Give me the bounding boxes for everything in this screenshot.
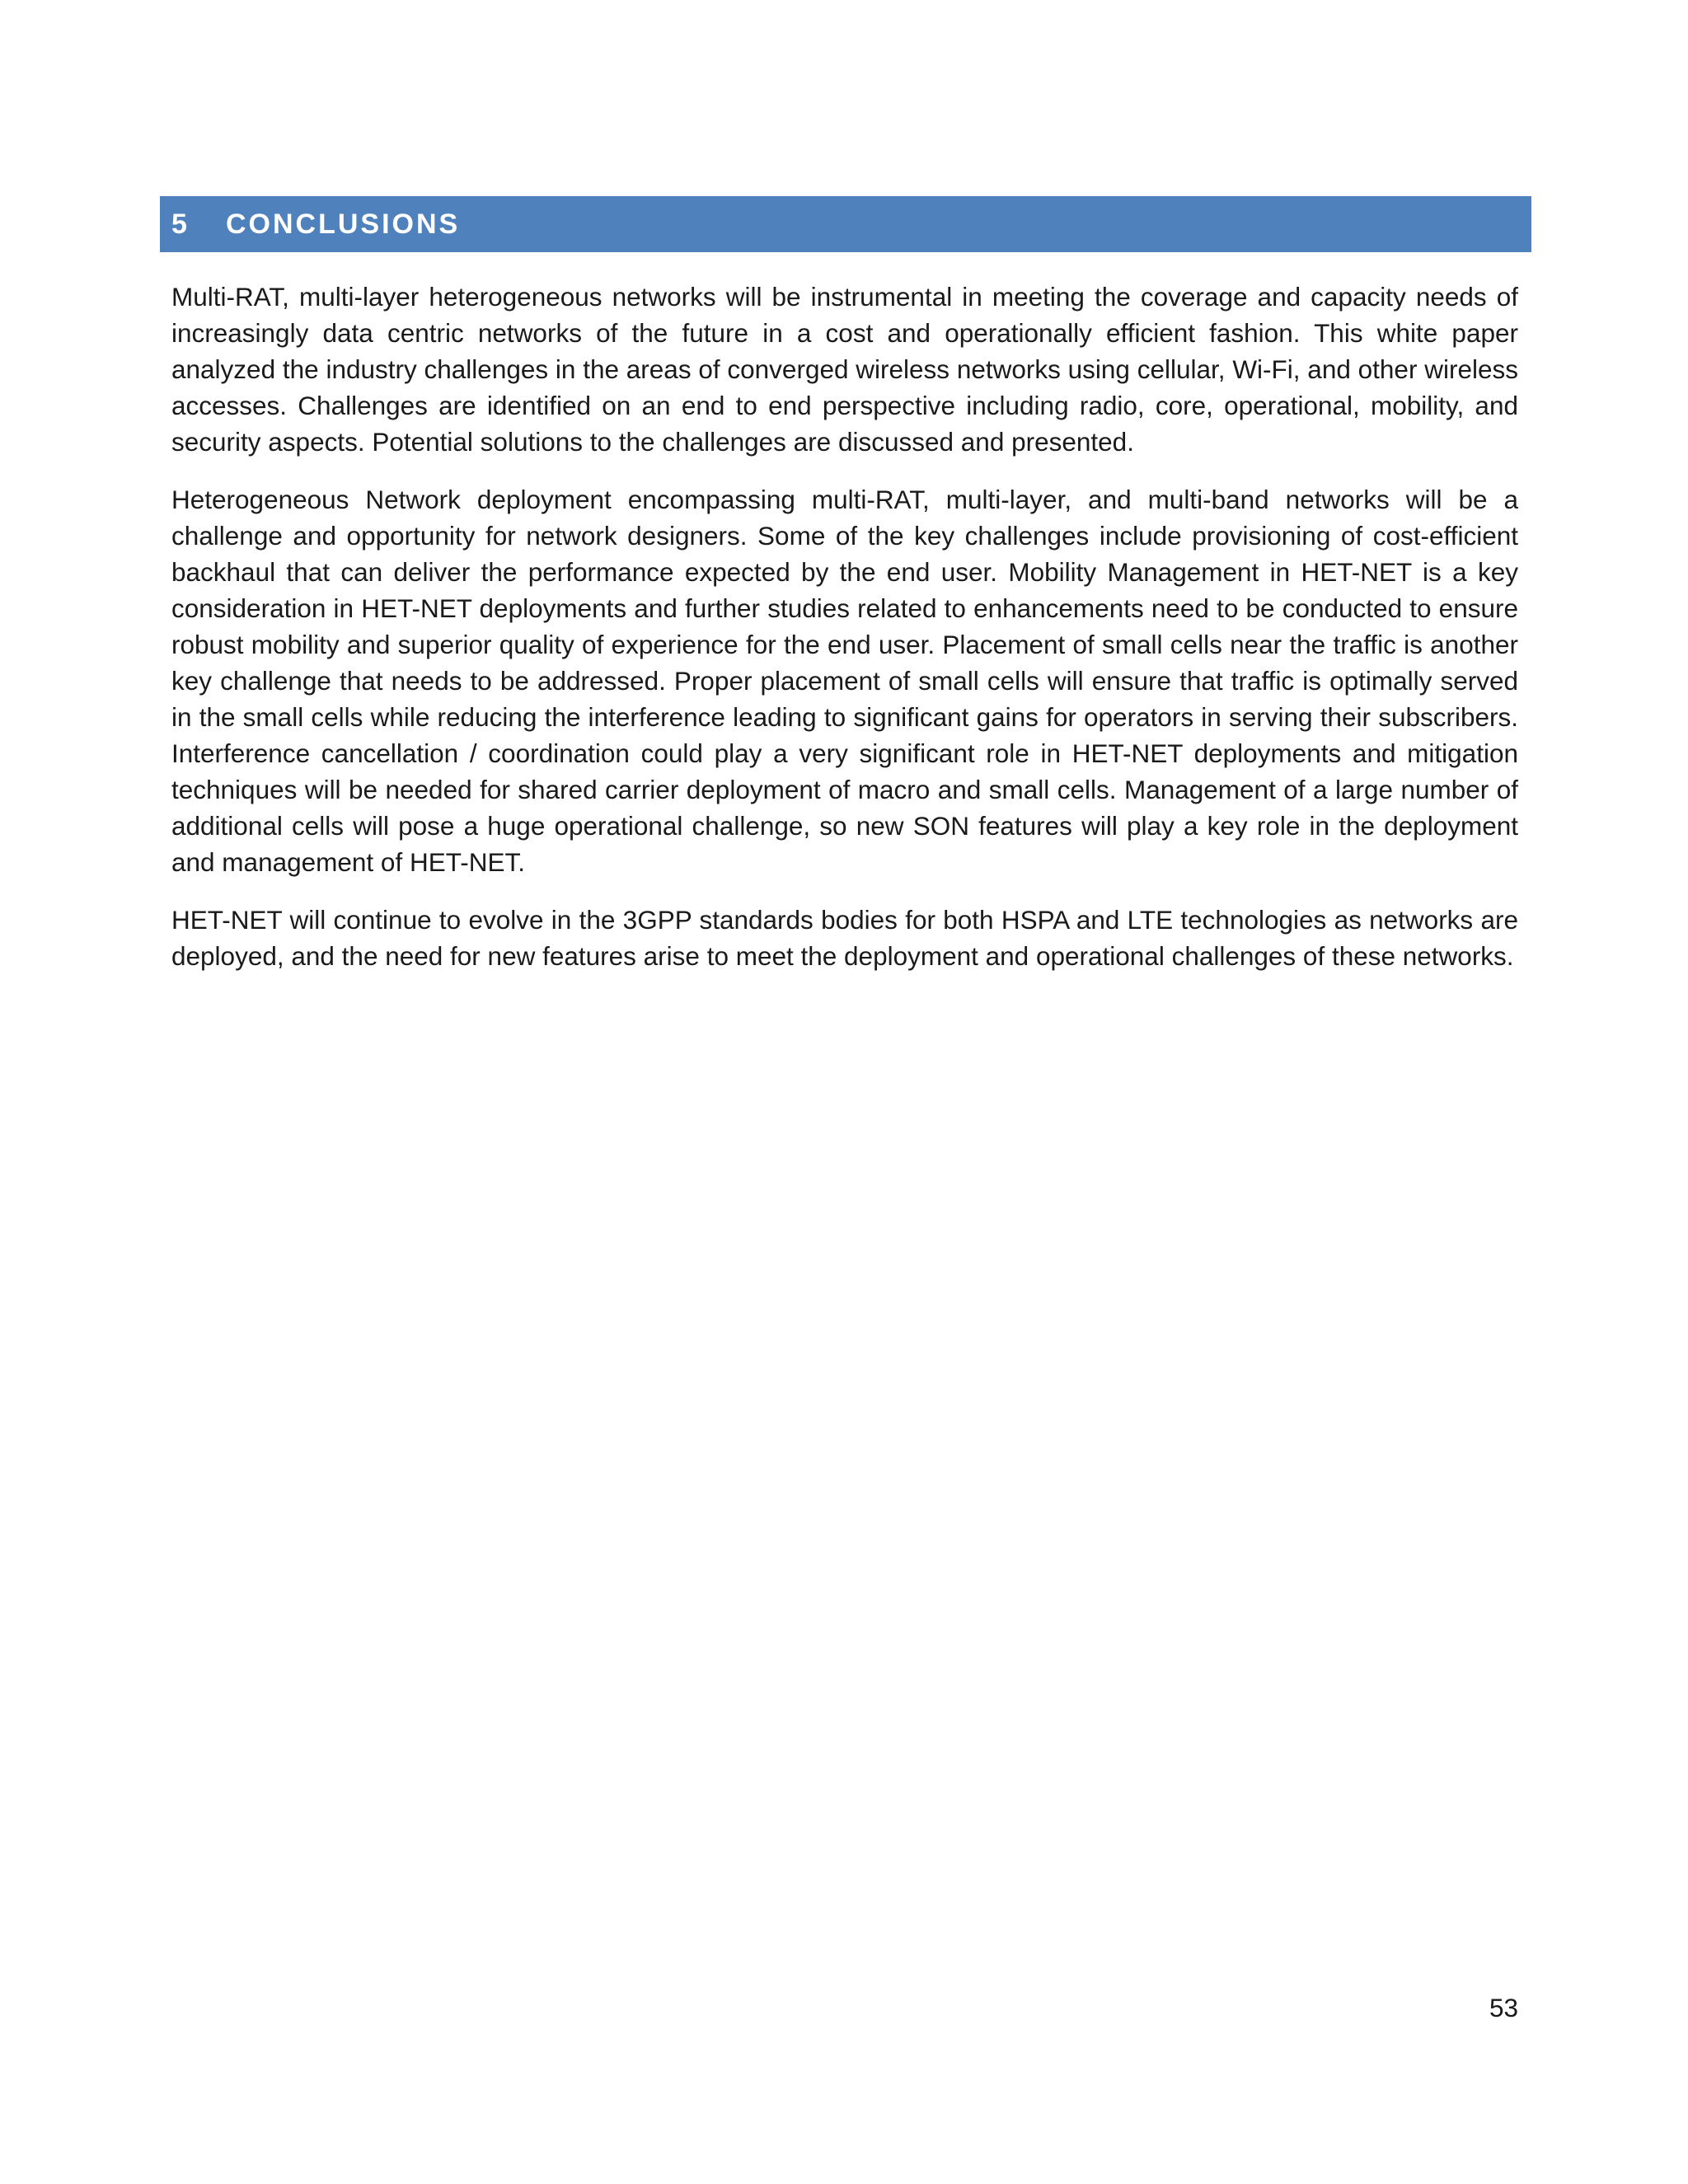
section-number: 5 <box>171 208 189 240</box>
paragraph-intro: Multi-RAT, multi-layer heterogeneous networks will be instrumental in meeting the coverage and capacity needs of increasingly data centric networks of the future in a cost and operationally efficient fashion. This white paper analyzed the industry challenges in the areas of converged wireless networks using cellular, Wi-Fi, and other wireless accesses. Challenges are identified on an end to end perspective including radio, core, operational, mobility, and security aspects. Potential solutions to the challenges are discussed and presented. <box>171 282 1518 457</box>
page-number: 53 <box>1489 1993 1518 2022</box>
section-title: CONCLUSIONS <box>226 208 461 240</box>
paragraph-3gpp-evolution: HET-NET will continue to evolve in the 3GPP standards bodies for both HSPA and LTE technologies as networks are deployed, and the need for new features arise to meet the deployment and operational challenges of these networks. <box>171 905 1518 971</box>
section-heading <box>160 196 1531 252</box>
paragraph-hetnet-challenges: Heterogeneous Network deployment encompassing multi-RAT, multi-layer, and multi-band networks will be a challenge and opportunity for network designers. Some of the key challenges include provisioning of cost-efficient backhaul that can deliver the performance expected by the end user. Mobility Management in HET-NET is a key consideration in HET-NET deployments and further studies related to enhancements need to be conducted to ensure robust mobility and superior quality of experience for the end user. Placement of small cells near the traffic is another key challenge that needs to be addressed. Proper placement of small cells will ensure that traffic is optimally served in the small cells while reducing the interference leading to significant gains for operators in serving their subscribers. Interference cancellation / coordination could play a very significant role in HET-NET deployments and mitigation techniques will be needed for shared carrier deployment of macro and small cells. Management of a large number of additional cells will pose a huge operational challenge, so new SON features will play a key role in the deployment and management of HET-NET. <box>171 485 1518 877</box>
body-text <box>171 279 1518 996</box>
